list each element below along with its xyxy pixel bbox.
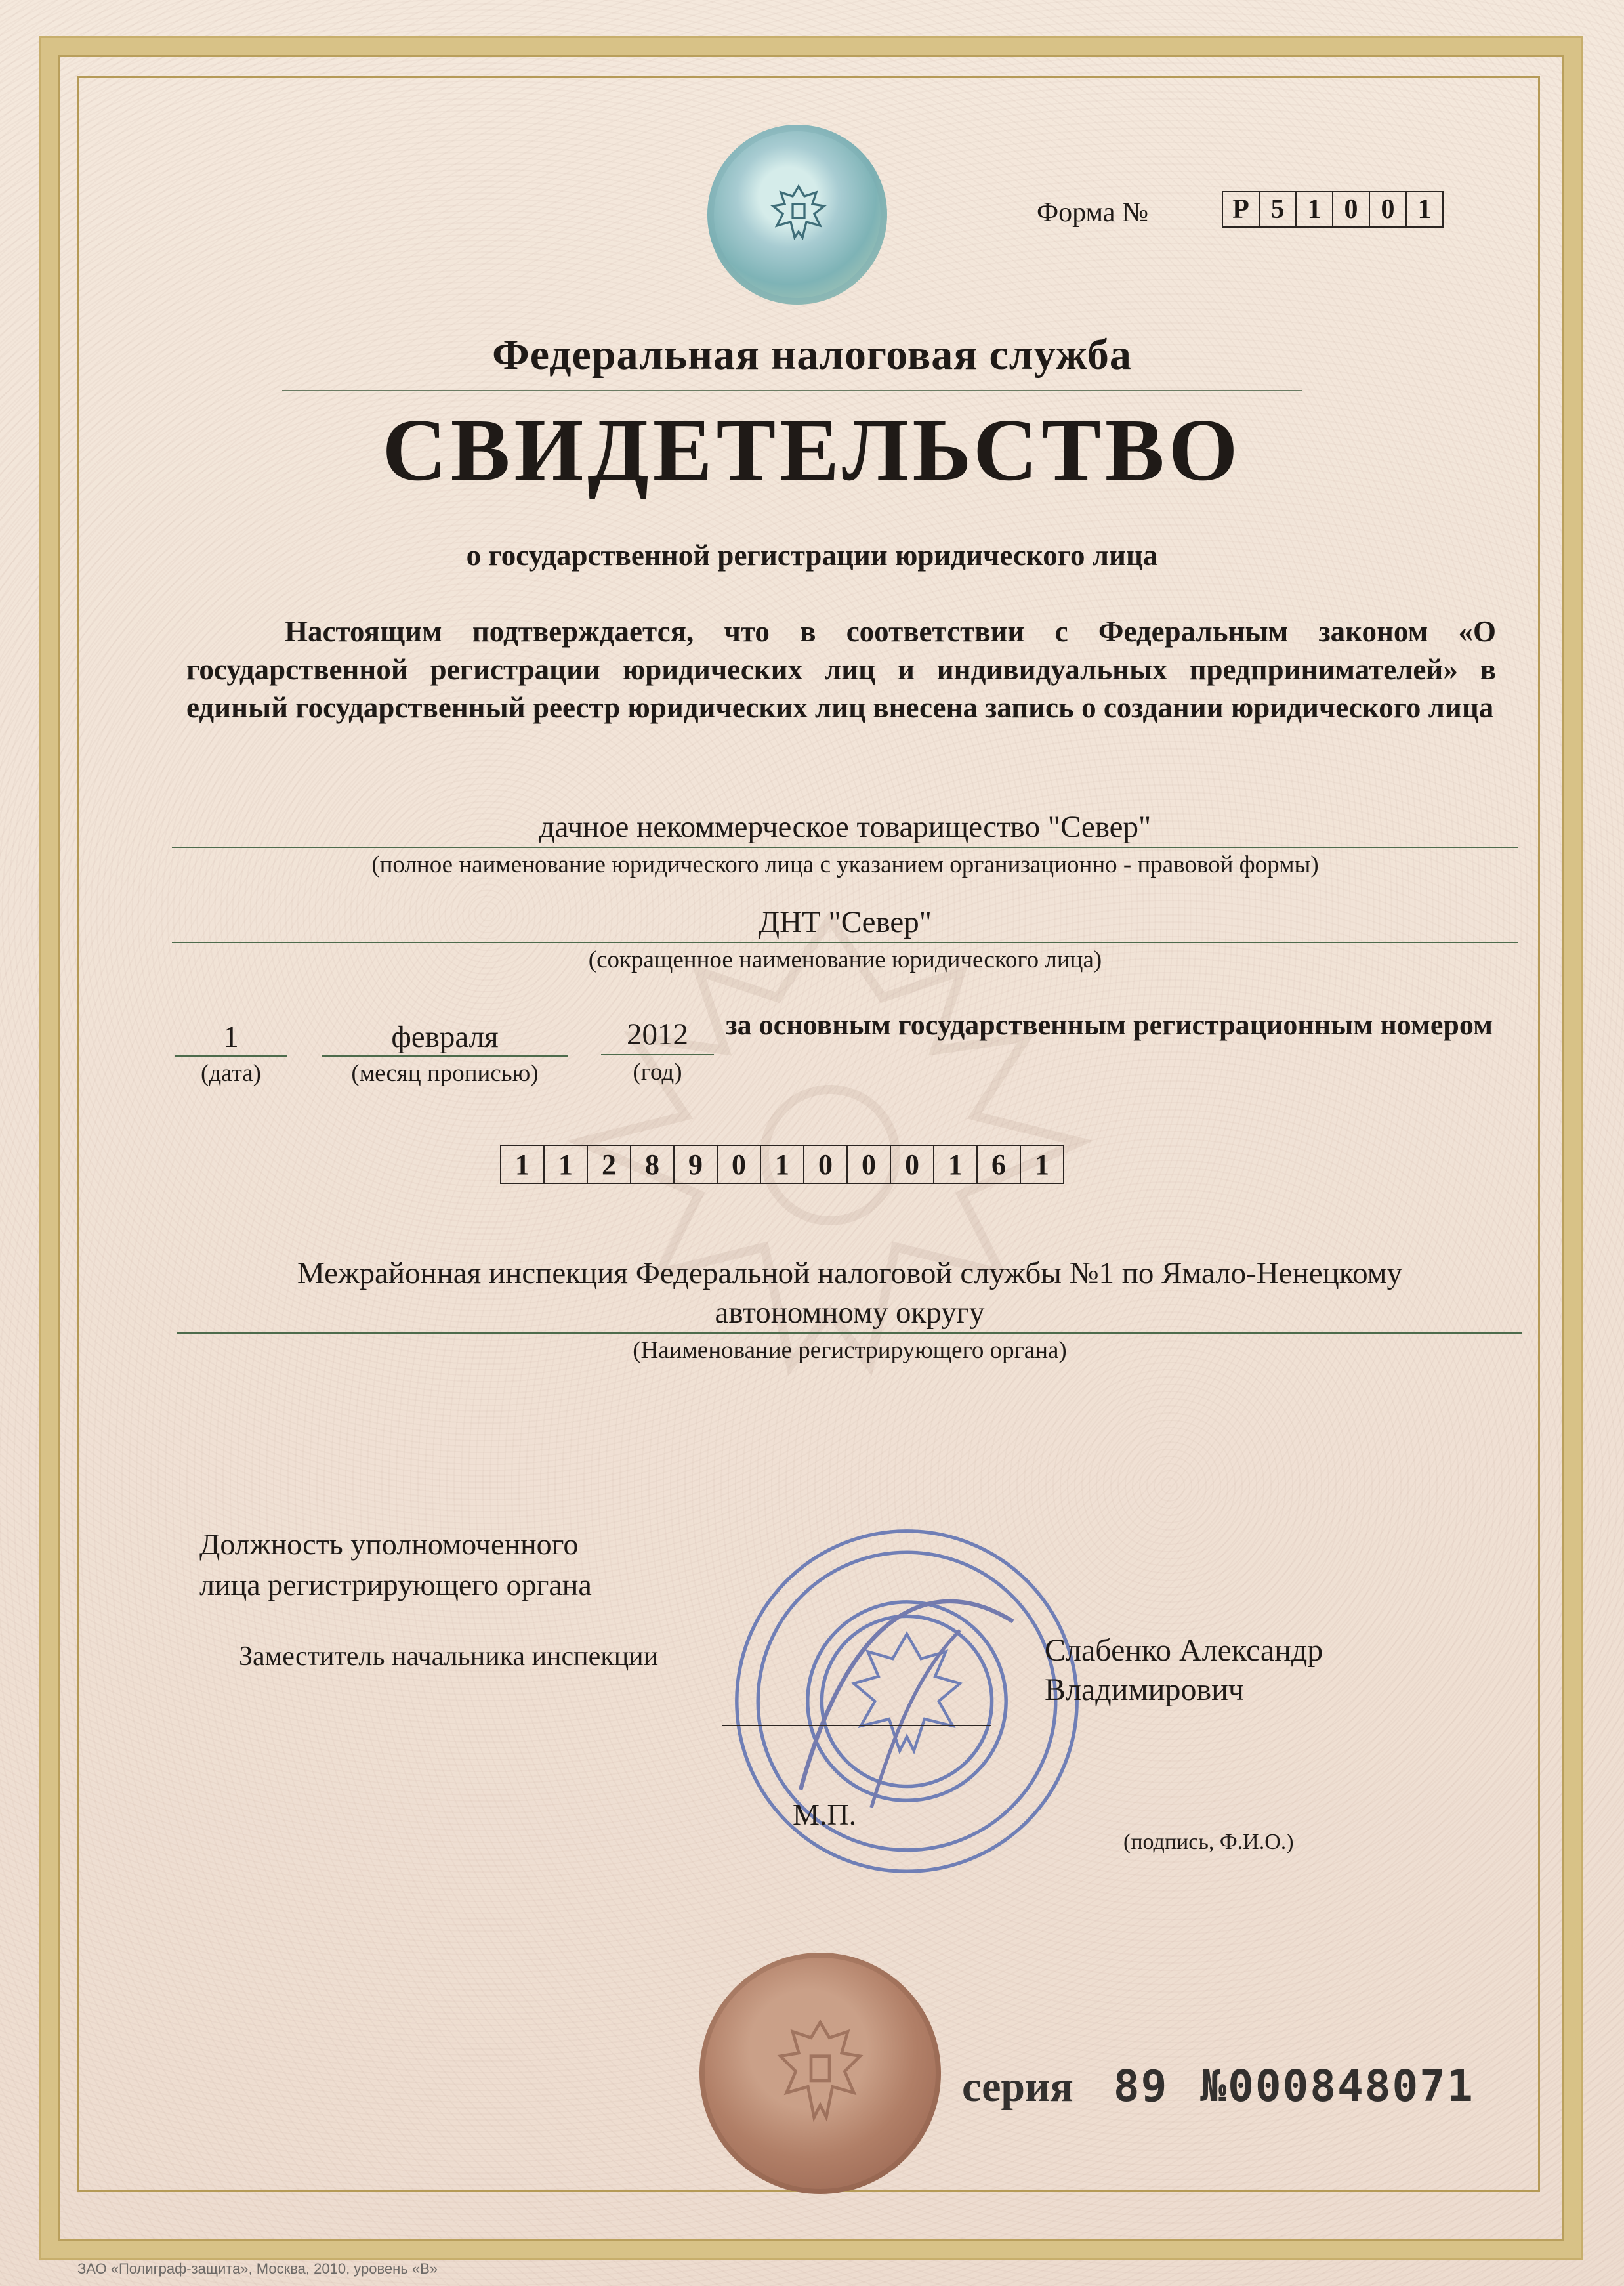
- ogrn-digit: 6: [978, 1146, 1021, 1183]
- position-label-line-2: лица регистрирующего органа: [199, 1568, 592, 1601]
- form-number-cell: 5: [1260, 192, 1297, 226]
- certification-paragraph: Настоящим подтверждается, что в соответствии с Федеральным законом «О государственной регистрации юридических лиц и индивидуальных предпринимателей» в единый государственный реестр юридических лиц внесена запись о создании юридического лица: [186, 615, 1496, 724]
- form-number-cell: Р: [1223, 192, 1260, 226]
- authority-field: [177, 1254, 1522, 1365]
- short-name-rule: [172, 942, 1518, 943]
- authority-line-2: автономному округу: [715, 1296, 985, 1330]
- position-label: [199, 1524, 592, 1605]
- date-year-rule: [601, 1054, 714, 1055]
- date-day-value: 1: [223, 1020, 239, 1054]
- ogrn-digit: 0: [718, 1146, 761, 1183]
- signature-line: [722, 1725, 991, 1726]
- form-number-cell: 1: [1297, 192, 1333, 226]
- number-sign: №: [1200, 2061, 1228, 2111]
- date-day-field: [175, 1019, 287, 1088]
- authority-line-1: Межрайонная инспекция Федеральной налоговой службы №1 по Ямало-Ненецкому: [297, 1256, 1403, 1290]
- full-name-value: дачное некоммерческое товарищество "Север": [539, 810, 1152, 844]
- agency-underline: [282, 390, 1302, 391]
- form-number-label: Форма №: [1037, 198, 1149, 228]
- certificate-number: 000848071: [1228, 2061, 1474, 2111]
- full-name-caption: (полное наименование юридического лица с указанием организационно - правовой формы): [371, 851, 1319, 878]
- authority-rule: [177, 1332, 1522, 1334]
- ogrn-digit: 9: [675, 1146, 718, 1183]
- position-value: Заместитель начальника инспекции: [239, 1641, 659, 1672]
- short-name-caption: (сокращенное наименование юридического лица): [588, 946, 1102, 973]
- authority-caption: (Наименование регистрирующего органа): [633, 1337, 1067, 1364]
- full-name-rule: [172, 847, 1518, 848]
- series-label: серия: [962, 2063, 1073, 2111]
- series-number: [962, 2061, 1474, 2112]
- ogrn-digit: 8: [631, 1146, 675, 1183]
- ogrn-digit: 1: [501, 1146, 545, 1183]
- document-title: СВИДЕТЕЛЬСТВО: [382, 401, 1242, 499]
- form-number-cell: 1: [1417, 194, 1432, 224]
- signatory-name: [1045, 1631, 1323, 1710]
- date-year-caption: (год): [633, 1059, 682, 1086]
- ogrn-digit: 1: [934, 1146, 978, 1183]
- position-label-line-1: Должность уполномоченного: [199, 1527, 579, 1561]
- hologram-emblem: [707, 125, 887, 305]
- registration-number-label: за основным государственным регистрационным номером: [726, 1009, 1493, 1041]
- signatory-name-line-2: Владимирович: [1045, 1672, 1244, 1707]
- official-stamp: [730, 1524, 1084, 1878]
- date-year-field: [601, 1015, 714, 1086]
- ogrn-digit: 0: [804, 1146, 848, 1183]
- date-day-rule: [175, 1055, 287, 1057]
- ogrn-boxes: [500, 1145, 1064, 1184]
- ogrn-digit: 2: [588, 1146, 631, 1183]
- date-day-caption: (дата): [201, 1060, 261, 1087]
- embossed-seal: [699, 1953, 941, 2194]
- form-number-boxes: [1222, 191, 1444, 228]
- date-month-rule: [322, 1055, 568, 1057]
- ogrn-digit: 1: [545, 1146, 588, 1183]
- form-number-cell: 0: [1333, 192, 1370, 226]
- coat-of-arms-icon: [774, 2016, 866, 2127]
- form-number-cell: 0: [1370, 192, 1407, 226]
- date-month-caption: (месяц прописью): [351, 1060, 539, 1087]
- date-year-value: 2012: [627, 1017, 688, 1051]
- short-name-value: ДНТ "Север": [759, 905, 932, 939]
- date-month-field: [322, 1019, 568, 1088]
- eagle-icon: [769, 182, 828, 245]
- ogrn-digit: 1: [761, 1146, 804, 1183]
- ogrn-digit: 0: [848, 1146, 891, 1183]
- ogrn-digit: 1: [1035, 1148, 1049, 1181]
- signature-caption: (подпись, Ф.И.О.): [1123, 1830, 1294, 1854]
- full-name-field: [172, 807, 1518, 879]
- agency-name: Федеральная налоговая служба: [492, 331, 1132, 379]
- printer-note: ЗАО «Полиграф-защита», Москва, 2010, уровень «В»: [77, 2260, 438, 2277]
- seal-place-label: М.П.: [793, 1798, 857, 1831]
- short-name-field: [172, 902, 1518, 974]
- date-month-value: февраля: [391, 1020, 499, 1054]
- signatory-name-line-1: Слабенко Александр: [1045, 1633, 1323, 1668]
- document-subtitle: о государственной регистрации юридического лица: [466, 539, 1158, 572]
- ogrn-digit: 0: [891, 1146, 934, 1183]
- series-code: 89: [1113, 2061, 1169, 2111]
